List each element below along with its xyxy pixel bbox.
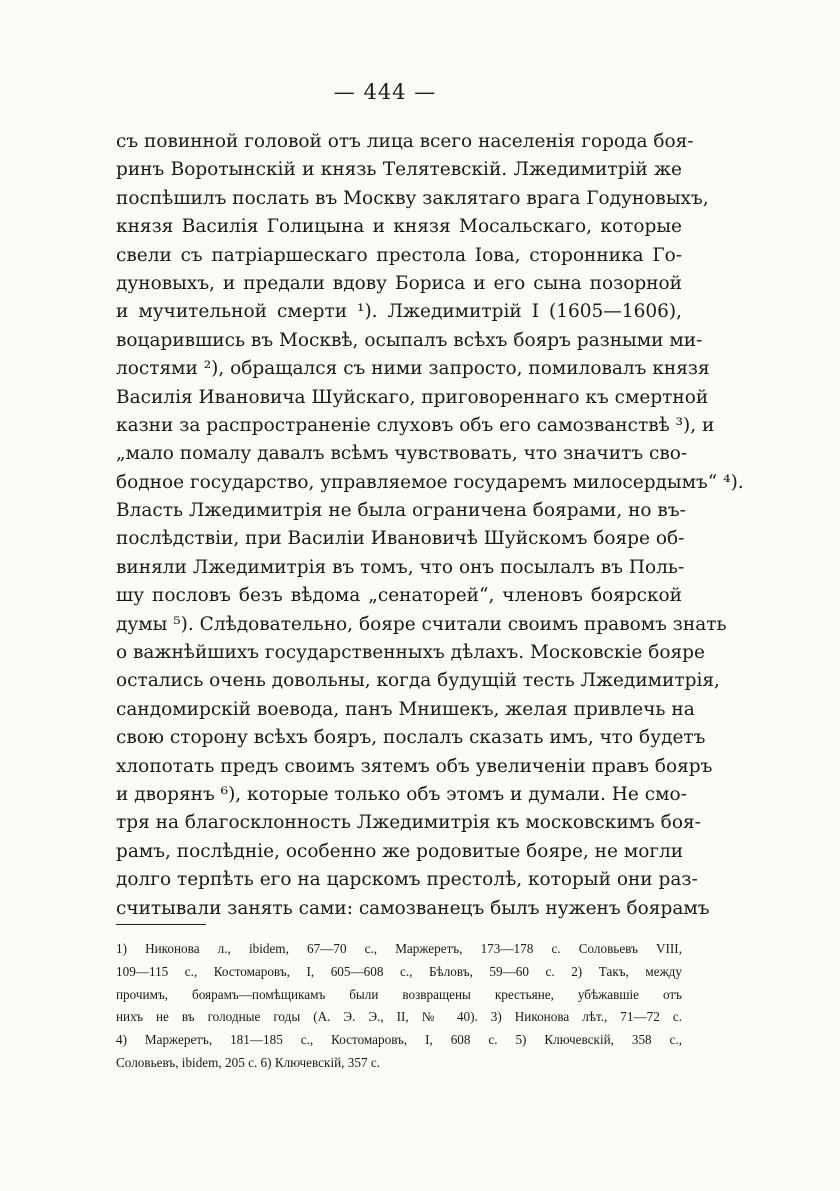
text-line: „мало помалу давалъ всѣмъ чувствовать, что значитъ сво-: [116, 443, 688, 465]
text-line: шу пословъ безъ вѣдома „сенаторей“, членовъ боярской: [116, 585, 682, 607]
footnote-line: 109—115 с., Костомаровъ, I, 605—608 с., Бѣловъ, 59—60 с. 2) Такъ, между: [116, 963, 682, 979]
text-line: долго терпѣть его на царскомъ престолѣ, который они раз-: [116, 869, 698, 891]
page-number: — 444 —: [333, 80, 437, 104]
text-line: послѣдствіи, при Василіи Ивановичѣ Шуйскомъ бояре об-: [116, 528, 685, 550]
footnotes: [116, 938, 682, 1075]
text-line: лостями ²), обращался съ ними запросто, помиловалъ князя: [116, 358, 710, 380]
text-line: тря на благосклонность Лжедимитрія къ московскимъ боя-: [116, 812, 701, 834]
text-line: думы ⁵). Слѣдовательно, бояре считали своимъ правомъ знать: [116, 613, 727, 635]
text-line: Власть Лжедимитрія не была ограничена боярами, но въ-: [116, 500, 686, 522]
text-line: съ повинной головой отъ лица всего населенія города боя-: [116, 131, 694, 152]
text-line: рамъ, послѣдніе, особенно же родовитые бояре, не могли: [116, 840, 684, 862]
text-line: виняли Лжедимитрія въ томъ, что онъ посылалъ въ Поль-: [116, 556, 685, 578]
text-line: бодное государство, управляемое государемъ милосердымъ“ ⁴).: [116, 471, 744, 493]
text-line: остались очень довольны, когда будущій тесть Лжедимитрія,: [116, 670, 720, 692]
footnote-line: Соловьевъ, ibidem, 205 с. 6) Ключевскій, 357 с.: [116, 1054, 380, 1070]
footnote-line: 1) Никонова л., ibidem, 67—70 с., Маржеретъ, 173—178 с. Соловьевъ VIII,: [116, 941, 682, 956]
footnote-line: нихъ не въ голодные годы (А. Э. Э., II, № 40). 3) Никонова лѣт., 71—72 с.: [116, 1009, 682, 1025]
text-line: ринъ Воротынскій и князь Телятевскій. Лжедимитрій же: [116, 159, 682, 181]
footnote-line: прочимъ, боярамъ—помѣщикамъ были возвращены крестьяне, убѣжавшіе отъ: [116, 986, 682, 1002]
footnote-divider: [116, 924, 206, 925]
text-line: воцарившись въ Москвѣ, осыпалъ всѣхъ бояръ разными ми-: [116, 329, 703, 351]
text-line: казни за распространеніе слуховъ объ его самозванствѣ ³), и: [116, 414, 715, 436]
text-line: и мучительной смерти ¹). Лжедимитрій I (1605—1606),: [116, 301, 682, 323]
text-line: поспѣшилъ послать въ Москву заклятаго врага Годуновыхъ,: [116, 187, 709, 209]
text-line: дуновыхъ, и предали вдову Бориса и его сына позорной: [116, 272, 682, 294]
footnote-line: 4) Маржеретъ, 181—185 с., Костомаровъ, I, 608 с. 5) Ключевскій, 358 с.,: [116, 1032, 682, 1048]
text-line: свою сторону всѣхъ бояръ, послалъ сказать имъ, что будетъ: [116, 727, 706, 749]
main-text: [116, 128, 744, 923]
text-line: Василія Ивановича Шуйскаго, приговореннаго къ смертной: [116, 386, 709, 408]
text-line: князя Василія Голицына и князя Мосальскаго, которые: [116, 216, 682, 238]
text-line: хлопотать предъ своимъ зятемъ объ увеличеніи правъ бояръ: [116, 755, 713, 777]
text-line: и дворянъ ⁶), которые только объ этомъ и думали. Не смо-: [116, 783, 687, 805]
text-line: свели съ патріаршескаго престола Іова, сторонника Го-: [116, 244, 682, 266]
text-line: о важнѣйшихъ государственныхъ дѣлахъ. Московскіе бояре: [116, 642, 705, 664]
text-line: считывали занять сами: самозванецъ былъ нуженъ боярамъ: [116, 897, 710, 919]
text-line: сандомирскій воевода, панъ Мнишекъ, желая привлечь на: [116, 698, 695, 720]
